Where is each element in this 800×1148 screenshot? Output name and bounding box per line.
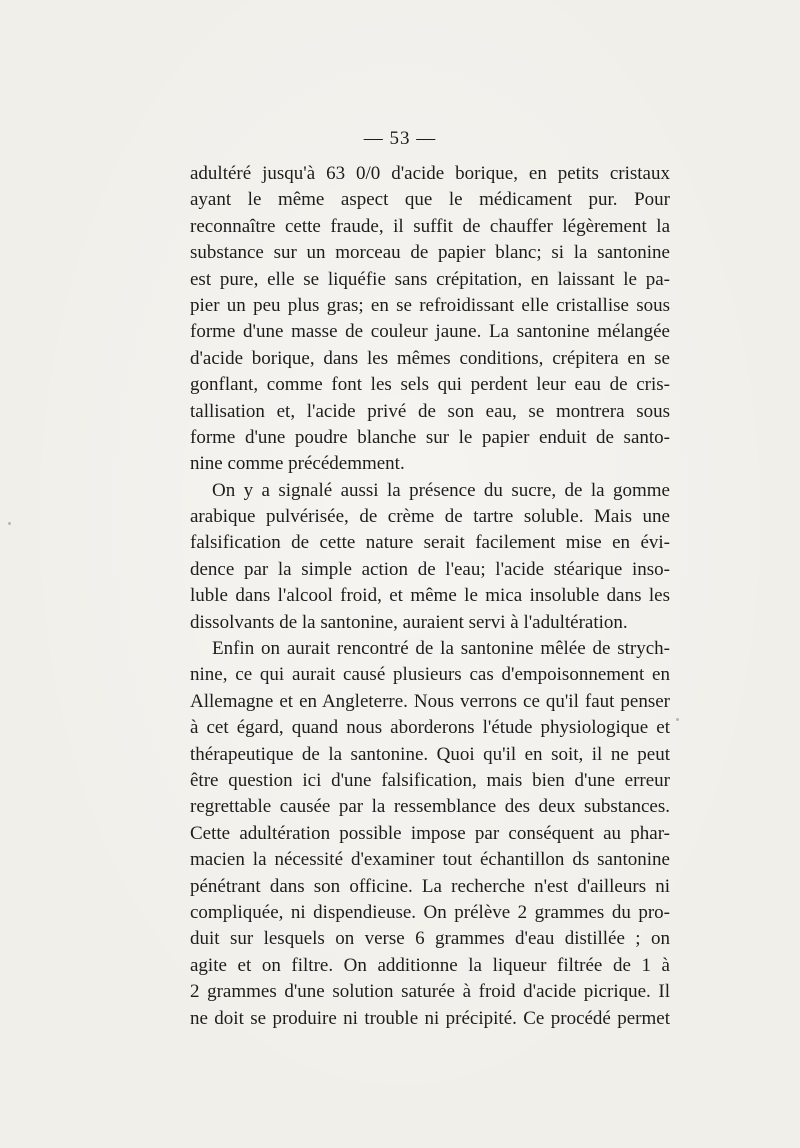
text-line: ayant le même aspect que le médicament pur. Pour <box>190 189 670 211</box>
text-line: macien la nécessité d'examiner tout échantillon ds santonine <box>190 849 670 871</box>
paper-speck <box>676 718 679 721</box>
text-line: arabique pulvérisée, de crème de tartre soluble. Mais une <box>190 506 670 528</box>
text-line: être question ici d'une falsification, mais bien d'une erreur <box>190 769 670 791</box>
text-line: duit sur lesquels on verse 6 grammes d'eau distillée ; on <box>190 928 670 950</box>
text-line: reconnaître cette fraude, il suffit de chauffer légèrement la <box>190 215 670 237</box>
text-line: dence par la simple action de l'eau; l'acide stéarique inso- <box>190 558 670 580</box>
text-line: nine, ce qui aurait causé plusieurs cas d'empoisonnement en <box>190 664 670 686</box>
text-line: ne doit se produire ni trouble ni précipité. Ce procédé permet <box>190 1007 670 1029</box>
text-line: forme d'une masse de couleur jaune. La santonine mélangée <box>190 321 670 343</box>
text-line: dissolvants de la santonine, auraient servi à l'adultération. <box>190 611 628 633</box>
page-number: — 53 — <box>363 128 437 149</box>
text-line: substance sur un morceau de papier blanc; si la santonine <box>190 242 670 264</box>
text-line: nine comme précédemment. <box>190 453 405 475</box>
text-line: est pure, elle se liquéfie sans crépitation, en laissant le pa- <box>190 268 670 290</box>
text-line: adultéré jusqu'à 63 0/0 d'acide borique, en petits cristaux <box>190 163 670 184</box>
text-line: Cette adultération possible impose par conséquent au phar- <box>190 822 670 844</box>
text-line: compliquée, ni dispendieuse. On prélève 2 grammes du pro- <box>190 901 670 923</box>
text-line: tallisation et, l'acide privé de son eau, se montrera sous <box>190 400 670 422</box>
text-line: agite et on filtre. On additionne la liqueur filtrée de 1 à <box>190 954 670 976</box>
text-line: thérapeutique de la santonine. Quoi qu'il en soit, il ne peut <box>190 743 670 765</box>
text-line: à cet égard, quand nous aborderons l'étude physiologique et <box>190 717 670 739</box>
paragraph-start-line: Enfin on aurait rencontré de la santonine mêlée de strych- <box>212 638 670 660</box>
paragraph-start-line: On y a signalé aussi la présence du sucre, de la gomme <box>212 479 670 501</box>
text-line: gonflant, comme font les sels qui perdent leur eau de cris- <box>190 374 670 396</box>
text-line: pier un peu plus gras; en se refroidissant elle cristallise sous <box>190 294 670 316</box>
text-line: forme d'une poudre blanche sur le papier enduit de santo- <box>190 426 670 448</box>
text-line: pénétrant dans son officine. La recherche n'est d'ailleurs ni <box>190 875 670 897</box>
paper-speck <box>8 522 11 525</box>
body-text <box>190 161 670 1032</box>
text-line: 2 grammes d'une solution saturée à froid d'acide picrique. Il <box>190 981 670 1003</box>
text-line: regrettable causée par la ressemblance des deux substances. <box>190 796 670 818</box>
text-line: falsification de cette nature serait facilement mise en évi- <box>190 532 670 554</box>
text-line: luble dans l'alcool froid, et même le mica insoluble dans les <box>190 585 670 607</box>
text-line: Allemagne et en Angleterre. Nous verrons ce qu'il faut penser <box>190 690 670 712</box>
text-line: d'acide borique, dans les mêmes conditions, crépitera en se <box>190 347 670 369</box>
